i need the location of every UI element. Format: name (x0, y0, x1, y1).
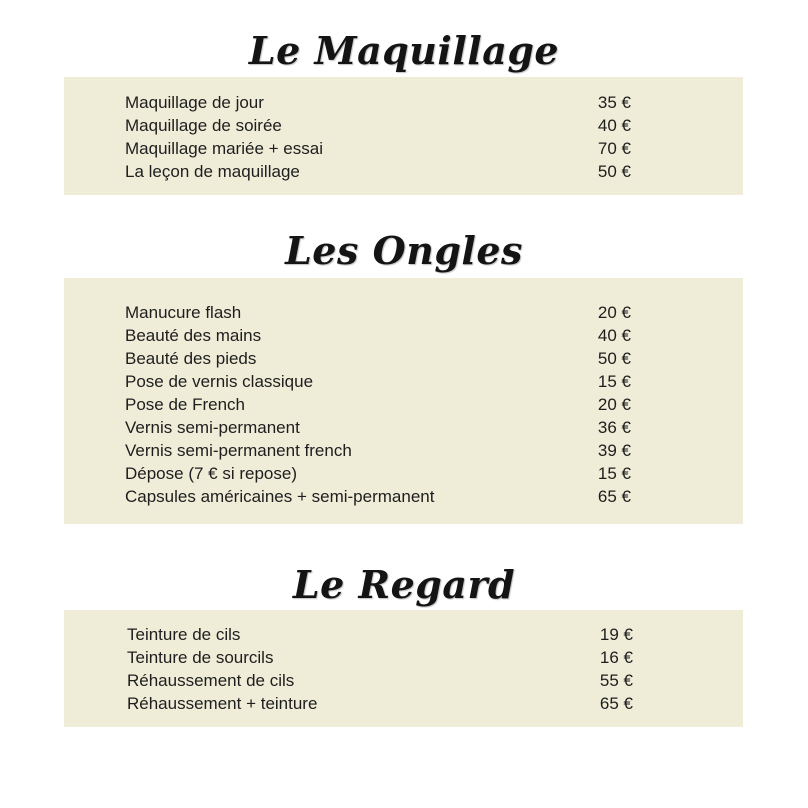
section-title-regard: Le Regard (292, 562, 516, 607)
price-row (125, 485, 645, 508)
service-price: 65 € (599, 694, 633, 713)
service-price: 70 € (597, 139, 631, 158)
service-name: Maquillage de jour (125, 93, 264, 112)
service-name: Vernis semi-permanent (125, 418, 300, 437)
service-price: 50 € (597, 349, 631, 368)
price-row (125, 137, 645, 160)
service-price: 20 € (597, 395, 631, 414)
service-name: Teinture de sourcils (127, 648, 274, 667)
price-row (125, 347, 645, 370)
service-name: Maquillage mariée + essai (125, 139, 323, 158)
price-row (125, 416, 645, 439)
price-row (125, 114, 645, 137)
service-price: 16 € (599, 648, 633, 667)
service-name: Pose de French (125, 395, 246, 414)
service-price: 55 € (599, 671, 633, 690)
service-price: 36 € (597, 418, 631, 437)
service-price: 40 € (597, 326, 631, 345)
service-name: Capsules américaines + semi-permanent (125, 487, 435, 506)
service-name: Manucure flash (125, 303, 242, 322)
service-price: 35 € (597, 93, 631, 112)
price-row (125, 91, 645, 114)
service-name: Beauté des mains (125, 326, 262, 345)
service-price: 40 € (597, 116, 631, 135)
price-row (125, 370, 645, 393)
section-title-ongles: Les Ongles (285, 228, 523, 273)
service-price: 15 € (597, 372, 631, 391)
service-price: 50 € (597, 162, 631, 181)
service-price: 20 € (597, 303, 631, 322)
price-panel-maquillage (64, 77, 743, 195)
price-row (125, 393, 645, 416)
price-row (125, 301, 645, 324)
service-price: 39 € (597, 441, 631, 460)
price-panel-regard (64, 610, 743, 727)
price-row (127, 646, 647, 669)
service-price: 65 € (597, 487, 631, 506)
service-price: 15 € (597, 464, 631, 483)
service-name: Beauté des pieds (125, 349, 257, 368)
service-name: Teinture de cils (127, 625, 241, 644)
price-row (125, 324, 645, 347)
service-name: Réhaussement de cils (127, 671, 295, 690)
service-name: La leçon de maquillage (125, 162, 300, 181)
price-row (125, 462, 645, 485)
price-row (125, 160, 645, 183)
price-panel-ongles (64, 278, 743, 524)
service-name: Dépose (7 € si repose) (125, 464, 297, 483)
service-name: Réhaussement + teinture (127, 694, 318, 713)
price-row (127, 692, 647, 715)
price-row (127, 623, 647, 646)
service-price: 19 € (599, 625, 633, 644)
section-title-maquillage: Le Maquillage (248, 28, 560, 73)
service-name: Maquillage de soirée (125, 116, 282, 135)
service-name: Vernis semi-permanent french (125, 441, 352, 460)
price-row (125, 439, 645, 462)
service-name: Pose de vernis classique (125, 372, 314, 391)
price-row (127, 669, 647, 692)
